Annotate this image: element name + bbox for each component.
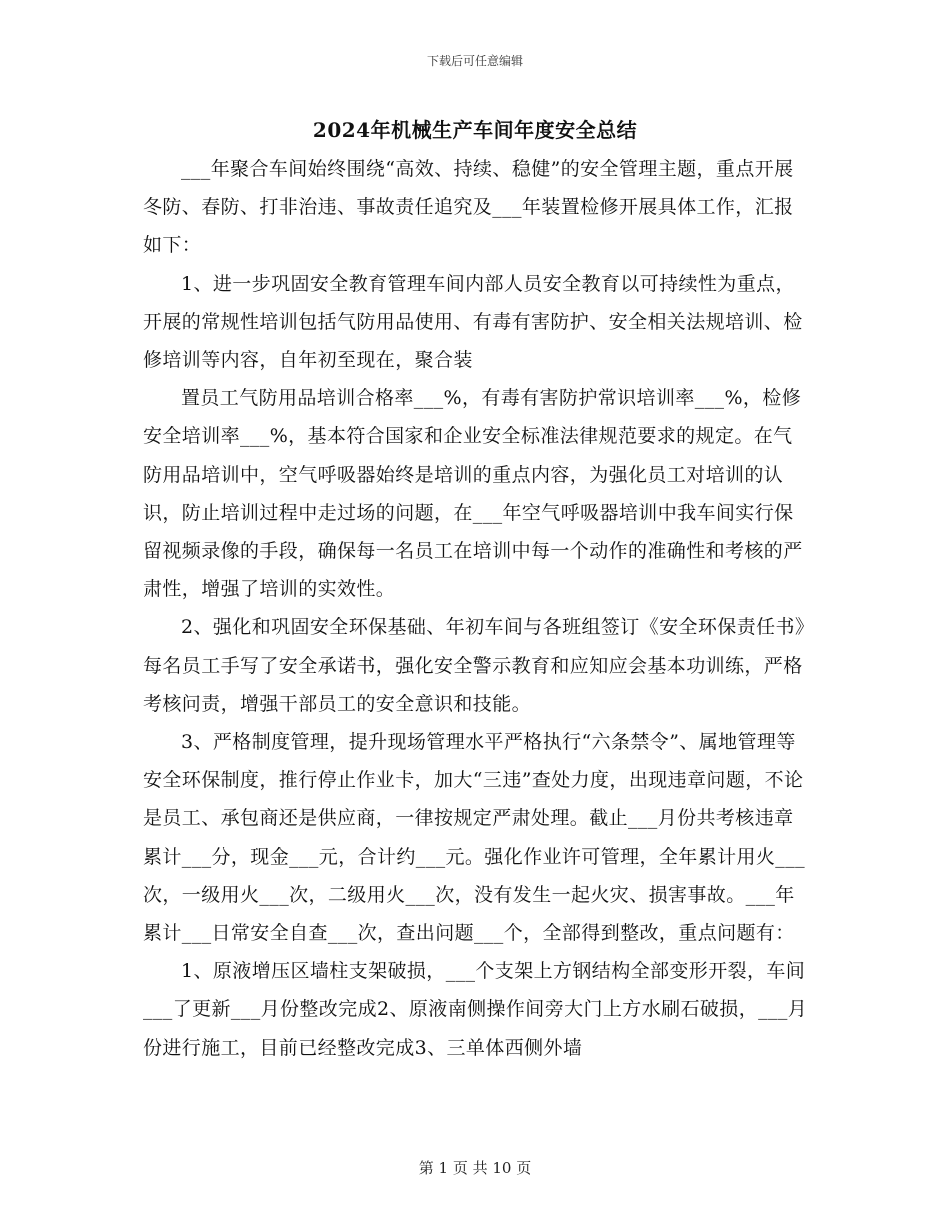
paragraph-key-issues: 1、原液增压区墙柱支架破损，___个支架上方钢结构全部变形开裂，车间___了更新___月份整改完成2、原液南侧操作间旁大门上方水刷石破损，___月份进行施工，目前已经整改完成3、三单体西侧外墙 <box>143 960 808 1059</box>
paragraph-training-rates: 置员工气防用品培训合格率___%，有毒有害防护常识培训率___%，检修安全培训率___%，基本符合国家和企业安全标准法律规范要求的规定。在气防用品培训中，空气呼吸器始终是培训的重点内容，为强化员工对培训的认识，防止培训过程中走过场的问题，在___年空气呼吸器培训中我车间实行保留视频录像的手段，确保每一名员工在培训中每一个动作的准确性和考核的严肃性，增强了培训的实效性。 <box>143 387 803 601</box>
page-number-footer: 第 1 页 共 10 页 <box>418 1159 532 1177</box>
paragraph-environmental-foundation: 2、强化和巩固安全环保基础、年初车间与各班组签订《安全环保责任书》每名员工手写了安全承诺书，强化安全警示教育和应知应会基本功训练，严格考核问责，增强干部员工的安全意识和技能。 <box>143 616 805 715</box>
paragraph-safety-education: 1、进一步巩固安全教育管理车间内部人员安全教育以可持续性为重点，开展的常规性培训包括气防用品使用、有毒有害防护、安全相关法规培训、检修培训等内容，自年初至现在，聚合装 <box>143 272 803 372</box>
paragraph-system-management: 3、严格制度管理，提升现场管理水平严格执行“六条禁令”、属地管理等安全环保制度，推行停止作业卡，加大“三违”查处力度，出现违章问题，不论是员工、承包商还是供应商，一律按规定严肃处理。截止___月份共考核违章累计___分，现金___元，合计约___元。强化作业许可管理，全年累计用火___次，一级用火___次，二级用火___次，没有发生一起火灾、损害事故。___年累计___日常安全自查___次，查出问题___个，全部得到整改，重点问题有： <box>143 731 806 945</box>
paragraph-intro: ___年聚合车间始终围绕“高效、持续、稳健”的安全管理主题，重点开展冬防、春防、打非治违、事故责任追究及___年装置检修开展具体工作，汇报如下： <box>143 158 794 257</box>
document-body <box>143 150 809 1067</box>
page-header-note: 下载后可任意编辑 <box>426 54 523 68</box>
document-title: 2024年机械生产车间年度安全总结 <box>312 118 638 142</box>
